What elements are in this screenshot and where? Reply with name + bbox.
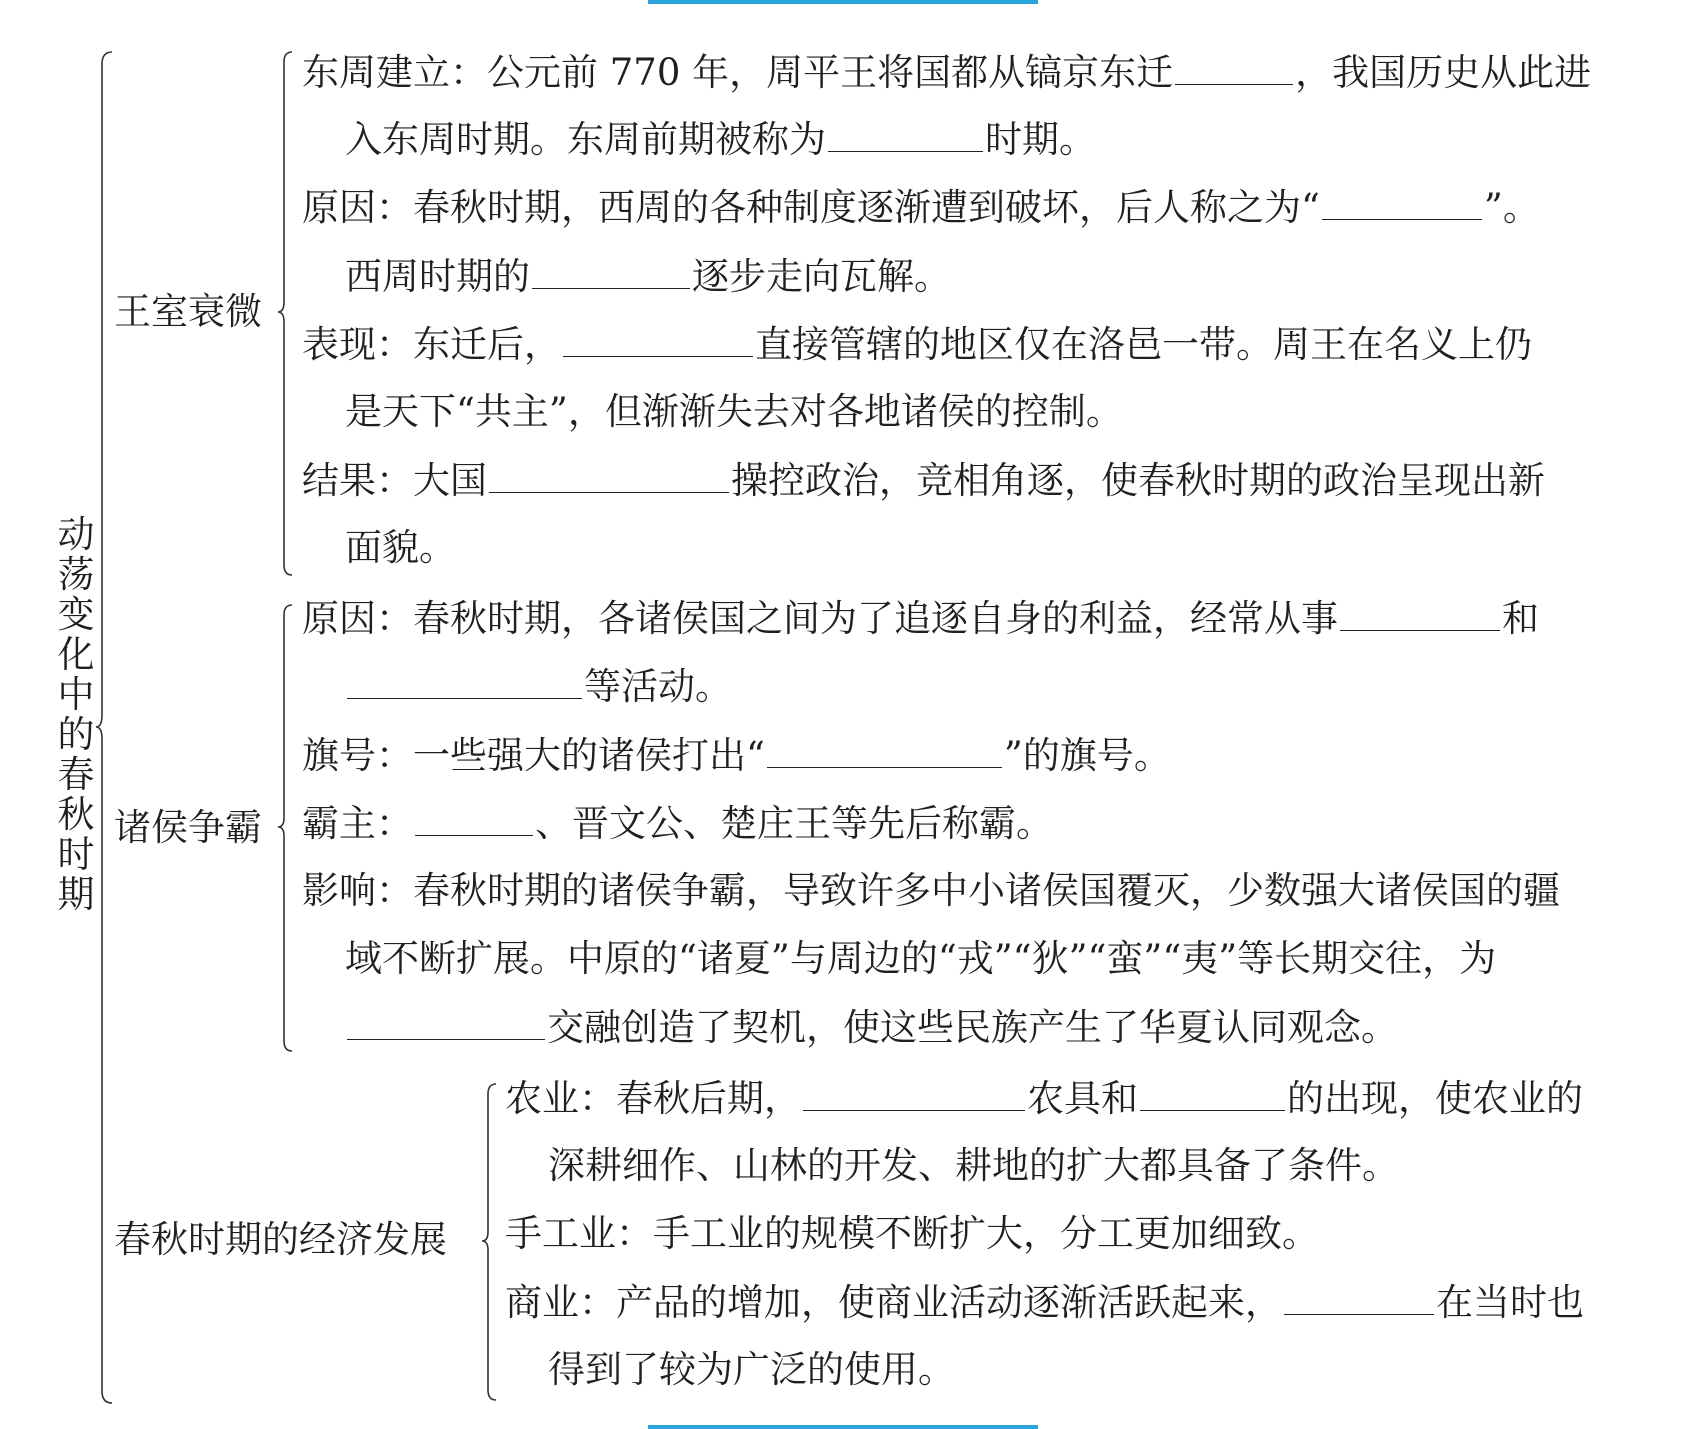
fill-in-blank[interactable]	[1340, 596, 1500, 631]
root-title-char: 秋	[57, 793, 95, 836]
text-line: 影响：春秋时期的诸侯争霸，导致许多中小诸侯国覆灭，少数强大诸侯国的疆	[302, 869, 1560, 912]
text-line: 手工业：手工业的规模不断扩大，分工更加细致。	[505, 1212, 1319, 1255]
root-title-char: 化	[57, 633, 95, 676]
text-line: 原因：春秋时期，西周的各种制度逐渐遭到破坏，后人称之为“ ”。	[302, 186, 1540, 229]
section-label-zhuhou: 诸侯争霸	[114, 806, 262, 849]
root-title-char: 荡	[57, 553, 95, 596]
fill-in-blank[interactable]	[803, 1076, 1025, 1111]
text-line: 东周建立：公元前 770 年，周平王将国都从镐京东迁 ，我国历史从此进	[302, 51, 1592, 94]
root-title-char: 春	[57, 753, 95, 796]
fill-in-blank[interactable]	[1284, 1280, 1434, 1315]
fill-in-blank[interactable]	[415, 801, 533, 836]
section-brace-jingji	[484, 1082, 498, 1402]
text-line: 深耕细作、山林的开发、耕地的扩大都具备了条件。	[548, 1144, 1399, 1187]
text-line: 得到了较为广泛的使用。	[548, 1348, 955, 1391]
fill-in-blank[interactable]	[347, 1005, 545, 1040]
root-title-char: 变	[57, 593, 95, 636]
top-accent-bar	[648, 0, 1038, 4]
fill-in-blank[interactable]	[1175, 50, 1293, 85]
text-line: 交融创造了契机，使这些民族产生了华夏认同观念。	[345, 1005, 1398, 1050]
fill-in-blank[interactable]	[563, 322, 753, 357]
fill-in-blank[interactable]	[489, 458, 729, 493]
root-title-char: 时	[57, 833, 95, 876]
text-line: 西周时期的 逐步走向瓦解。	[345, 255, 951, 298]
root-title-char: 中	[57, 673, 95, 716]
root-title-char: 动	[57, 513, 95, 556]
text-line: 入东周时期。东周前期被称为 时期。	[345, 118, 1096, 161]
text-line: 面貌。	[345, 526, 456, 569]
section-brace-wangshi	[280, 50, 294, 577]
section-label-jingji: 春秋时期的经济发展	[114, 1218, 447, 1261]
text-line: 农业：春秋后期， 农具和 的出现，使农业的	[505, 1077, 1583, 1120]
text-line: 表现：东迁后， 直接管辖的地区仅在洛邑一带。周王在名义上仍	[302, 323, 1532, 366]
root-title-char: 期	[57, 873, 95, 916]
root-brace	[98, 50, 114, 1405]
text-line: 是天下“共主”，但渐渐失去对各地诸侯的控制。	[345, 390, 1123, 433]
text-line: 域不断扩展。中原的“诸夏”与周边的“戎”“狄”“蛮”“夷”等长期交往，为	[345, 937, 1497, 980]
text-line: 结果：大国 操控政治，竞相角逐，使春秋时期的政治呈现出新	[302, 459, 1545, 502]
text-line: 等活动。	[345, 664, 732, 709]
section-brace-zhuhou	[280, 603, 294, 1053]
fill-in-blank[interactable]	[532, 254, 690, 289]
text-line: 商业：产品的增加，使商业活动逐渐活跃起来， 在当时也	[505, 1281, 1584, 1324]
fill-in-blank[interactable]	[767, 733, 1002, 768]
text-line: 原因：春秋时期，各诸侯国之间为了追逐自身的利益，经常从事 和	[302, 597, 1539, 640]
text-line: 霸主： 、晋文公、楚庄王等先后称霸。	[302, 802, 1053, 845]
fill-in-blank[interactable]	[1140, 1076, 1285, 1111]
root-title-char: 的	[57, 713, 95, 756]
bottom-accent-bar	[648, 1425, 1038, 1429]
text-line: 旗号：一些强大的诸侯打出“ ”的旗号。	[302, 734, 1171, 777]
fill-in-blank[interactable]	[1322, 185, 1482, 220]
fill-in-blank[interactable]	[828, 117, 983, 152]
section-label-wangshi: 王室衰微	[114, 290, 262, 333]
root-title	[54, 515, 98, 915]
fill-in-blank[interactable]	[347, 664, 582, 699]
